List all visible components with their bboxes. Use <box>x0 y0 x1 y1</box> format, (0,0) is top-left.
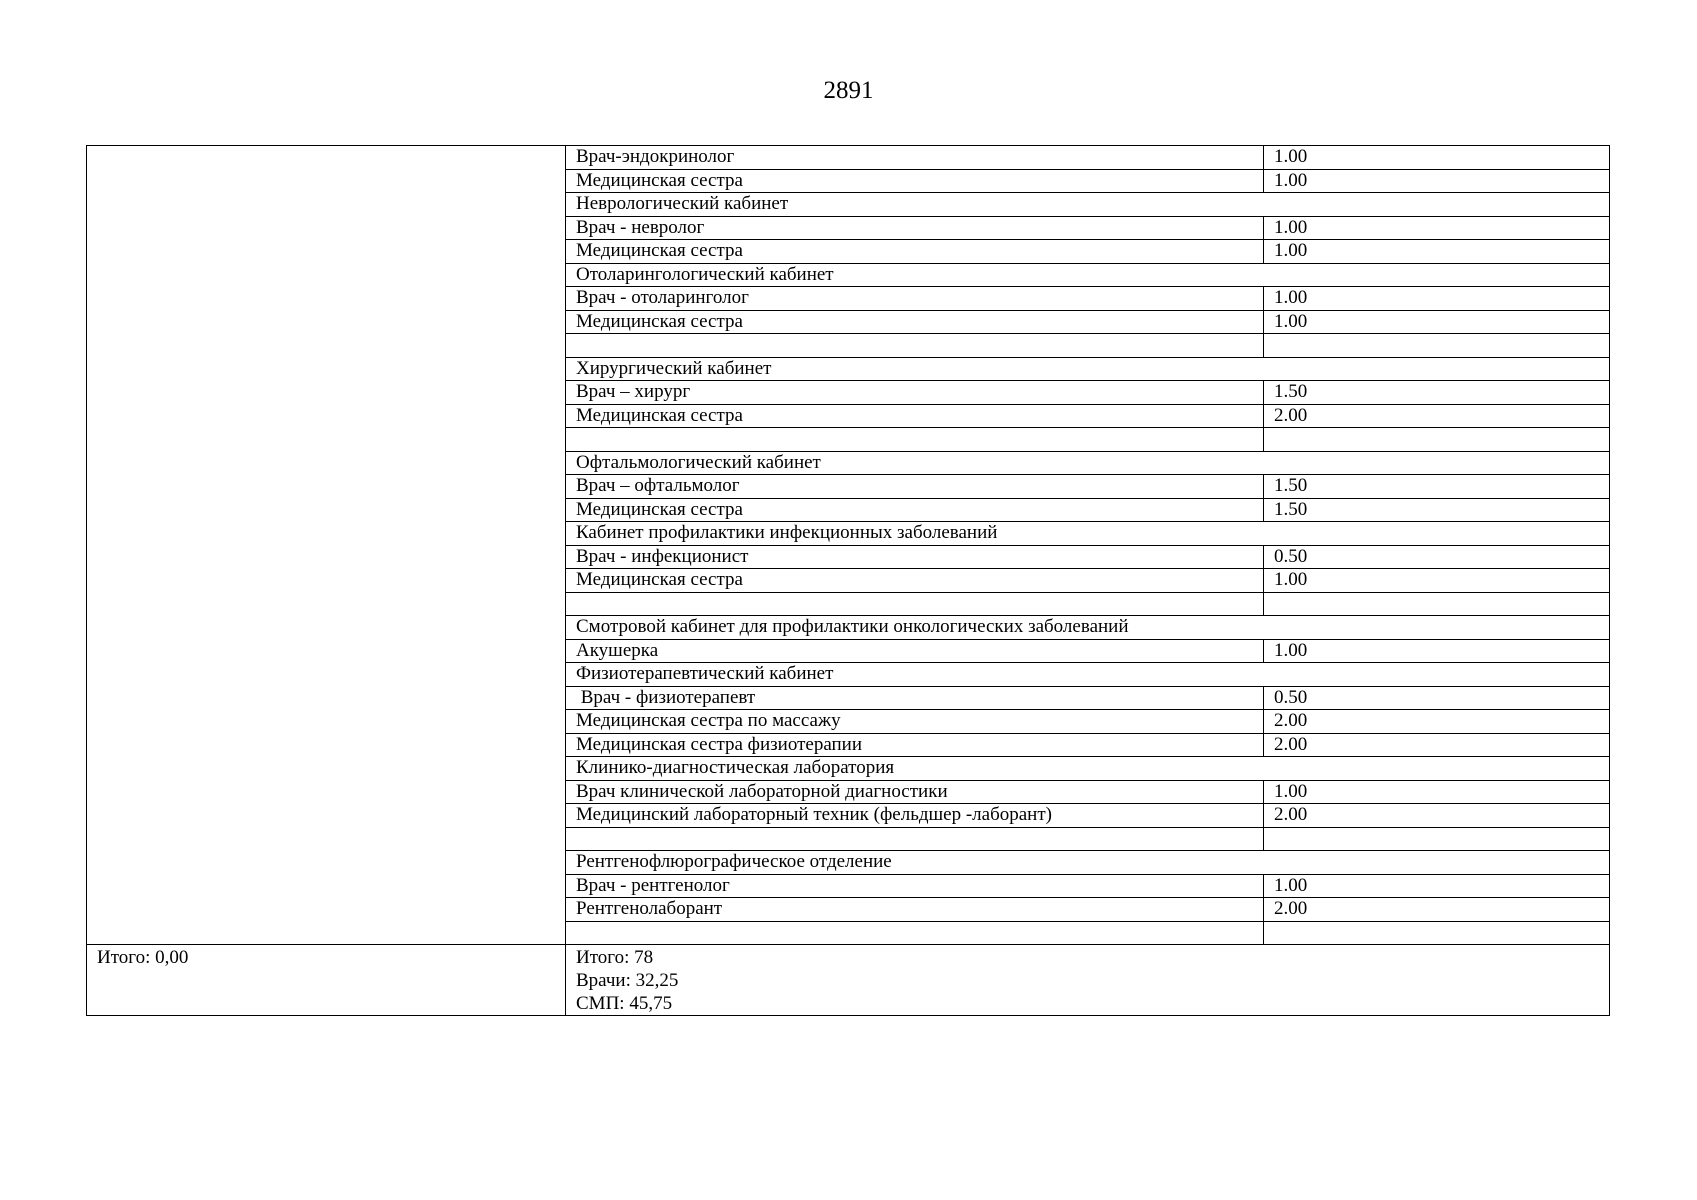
position-name: Врач - инфекционист <box>566 545 1264 569</box>
position-name <box>566 428 1264 452</box>
section-title: Хирургический кабинет <box>566 357 1610 381</box>
section-title: Неврологический кабинет <box>566 193 1610 217</box>
position-name: Врач - невролог <box>566 216 1264 240</box>
staff-rate: 1.00 <box>1264 216 1610 240</box>
section-title: Рентгенофлюрографическое отделение <box>566 851 1610 875</box>
doctors-total-line: Врачи: 32,25 <box>576 970 679 991</box>
staff-rate <box>1264 827 1610 851</box>
staff-rate: 1.50 <box>1264 498 1610 522</box>
position-name: Медицинская сестра по массажу <box>566 710 1264 734</box>
staff-rate: 1.00 <box>1264 569 1610 593</box>
page-number: 2891 <box>823 77 874 104</box>
staff-rate: 1.00 <box>1264 874 1610 898</box>
staffing-table <box>86 145 1610 1016</box>
staff-rate: 1.00 <box>1264 780 1610 804</box>
left-total: Итого: 0,00 <box>87 945 566 1016</box>
staff-rate: 2.00 <box>1264 898 1610 922</box>
position-name: Врач - физиотерапевт <box>566 686 1264 710</box>
position-name <box>566 827 1264 851</box>
table-row <box>87 146 1610 170</box>
staff-rate: 2.00 <box>1264 404 1610 428</box>
position-name: Акушерка <box>566 639 1264 663</box>
staff-rate <box>1264 592 1610 616</box>
staff-rate: 2.00 <box>1264 710 1610 734</box>
staff-rate: 2.00 <box>1264 804 1610 828</box>
staff-rate: 1.00 <box>1264 146 1610 170</box>
position-name: Врач-эндокринолог <box>566 146 1264 170</box>
position-name: Медицинская сестра <box>566 169 1264 193</box>
position-name: Медицинский лабораторный техник (фельдшер -лаборант) <box>566 804 1264 828</box>
left-column-cell <box>87 146 566 945</box>
totals-row <box>87 945 1610 1016</box>
position-name: Медицинская сестра <box>566 498 1264 522</box>
section-title: Офтальмологический кабинет <box>566 451 1610 475</box>
staff-rate: 1.00 <box>1264 639 1610 663</box>
section-title: Отоларингологический кабинет <box>566 263 1610 287</box>
nurses-total-line: СМП: 45,75 <box>576 993 673 1014</box>
staff-rate: 1.00 <box>1264 169 1610 193</box>
position-name: Медицинская сестра <box>566 404 1264 428</box>
staff-rate: 1.00 <box>1264 240 1610 264</box>
position-name <box>566 334 1264 358</box>
staff-rate: 2.00 <box>1264 733 1610 757</box>
staff-rate: 0.50 <box>1264 545 1610 569</box>
total-line: Итого: 78 <box>576 947 654 968</box>
section-title: Кабинет профилактики инфекционных заболеваний <box>566 522 1610 546</box>
position-name: Медицинская сестра <box>566 569 1264 593</box>
staff-rate <box>1264 428 1610 452</box>
position-name: Врач - рентгенолог <box>566 874 1264 898</box>
position-name: Врач – хирург <box>566 381 1264 405</box>
position-name <box>566 921 1264 945</box>
position-name: Врач - отоларинголог <box>566 287 1264 311</box>
staff-rate <box>1264 921 1610 945</box>
staff-rate <box>1264 334 1610 358</box>
staff-rate: 0.50 <box>1264 686 1610 710</box>
section-title: Смотровой кабинет для профилактики онкологических заболеваний <box>566 616 1610 640</box>
position-name: Рентгенолаборант <box>566 898 1264 922</box>
section-title: Клинико-диагностическая лаборатория <box>566 757 1610 781</box>
staff-rate: 1.00 <box>1264 287 1610 311</box>
staffing-table-body <box>87 146 1610 1016</box>
position-name <box>566 592 1264 616</box>
staff-rate: 1.50 <box>1264 475 1610 499</box>
position-name: Медицинская сестра <box>566 240 1264 264</box>
staff-rate: 1.50 <box>1264 381 1610 405</box>
staff-rate: 1.00 <box>1264 310 1610 334</box>
position-name: Медицинская сестра <box>566 310 1264 334</box>
section-title: Физиотерапевтический кабинет <box>566 663 1610 687</box>
position-name: Медицинская сестра физиотерапии <box>566 733 1264 757</box>
position-name: Врач – офтальмолог <box>566 475 1264 499</box>
position-name: Врач клинической лабораторной диагностики <box>566 780 1264 804</box>
right-totals <box>566 945 1610 1016</box>
